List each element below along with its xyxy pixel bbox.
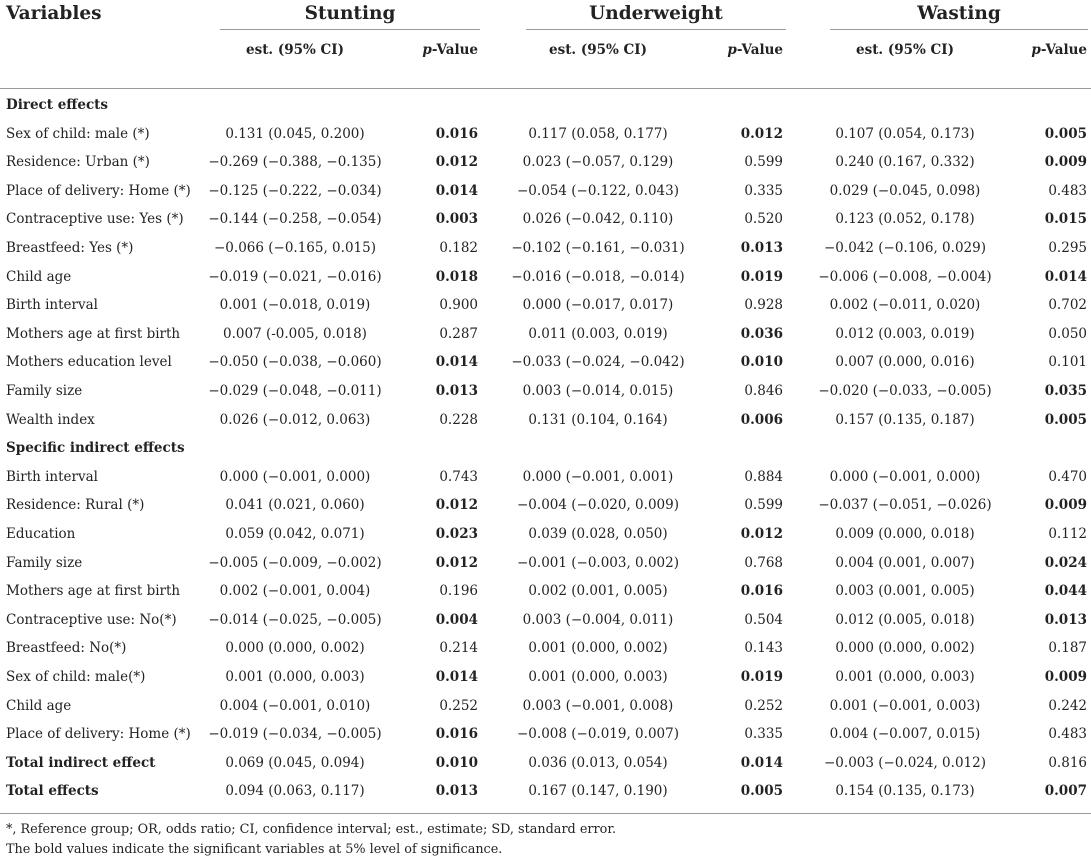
row-label: Mothers age at first birth <box>6 325 181 342</box>
table-row <box>0 663 1091 692</box>
estimate-cell: 0.009 (0.000, 0.018) <box>835 526 975 542</box>
p-value-cell: 0.242 <box>1048 697 1087 714</box>
table-row <box>0 177 1091 206</box>
estimate-cell: −0.004 (−0.020, 0.009) <box>517 497 679 514</box>
p-value-cell: 0.112 <box>1048 526 1087 542</box>
p-value-cell: 0.143 <box>744 640 783 657</box>
p-header-wasting: p-Value <box>1031 42 1087 58</box>
estimate-cell: 0.123 (0.052, 0.178) <box>835 211 975 228</box>
estimate-cell: −0.269 (−0.388, −0.135) <box>208 154 382 171</box>
p-value-cell: 0.007 <box>1044 783 1087 800</box>
p-value-cell: 0.101 <box>1048 354 1087 371</box>
estimate-cell: −0.054 (−0.122, 0.043) <box>517 182 679 199</box>
p-value-cell: 0.006 <box>740 411 783 428</box>
table-row <box>0 291 1091 320</box>
p-value-cell: 0.470 <box>1048 468 1087 485</box>
table-row <box>0 406 1091 435</box>
p-value-cell: 0.187 <box>1048 640 1087 657</box>
p-value-cell: 0.009 <box>1044 497 1087 514</box>
estimate-cell: 0.007 (0.000, 0.016) <box>835 354 975 371</box>
p-value-cell: 0.928 <box>744 297 783 314</box>
table-row <box>0 549 1091 578</box>
p-value-cell: 0.884 <box>744 468 783 485</box>
estimate-cell: 0.003 (−0.014, 0.015) <box>522 383 674 399</box>
p-value-cell: 0.023 <box>435 526 478 542</box>
p-value-cell: 0.228 <box>439 411 478 428</box>
p-value-cell: 0.035 <box>1044 383 1087 399</box>
table-row <box>0 348 1091 377</box>
group-underline-stunting <box>220 29 480 30</box>
p-value-cell: 0.050 <box>1048 325 1087 342</box>
p-value-cell: 0.196 <box>439 583 478 600</box>
p-value-cell: 0.768 <box>744 554 783 571</box>
p-value-cell: 0.044 <box>1044 583 1087 600</box>
estimate-cell: −0.042 (−0.106, 0.029) <box>824 240 986 256</box>
p-value-cell: 0.702 <box>1048 297 1087 314</box>
row-label: Total effects <box>6 783 99 800</box>
table-row <box>0 634 1091 663</box>
row-label: Residence: Urban (*) <box>6 154 150 171</box>
p-value-cell: 0.012 <box>435 154 478 171</box>
estimate-cell: 0.003 (0.001, 0.005) <box>835 583 975 600</box>
p-value-cell: 0.483 <box>1048 726 1087 743</box>
p-value-cell: 0.009 <box>1044 154 1087 171</box>
estimate-cell: −0.050 (−0.038, −0.060) <box>208 354 382 371</box>
section-header <box>0 91 1091 120</box>
p-value-cell: 0.014 <box>435 182 478 199</box>
p-value-cell: 0.012 <box>740 526 783 542</box>
table-row <box>0 120 1091 149</box>
p-value-cell: 0.252 <box>439 697 478 714</box>
row-label: Contraceptive use: No(*) <box>6 611 177 628</box>
p-value-cell: 0.483 <box>1048 182 1087 199</box>
p-value-cell: 0.013 <box>435 783 478 800</box>
p-value-cell: 0.335 <box>744 726 783 743</box>
row-label: Total indirect effect <box>6 754 156 771</box>
estimate-cell: 0.002 (−0.011, 0.020) <box>829 297 981 314</box>
estimate-cell: 0.007 (-0.005, 0.018) <box>223 325 367 342</box>
estimate-cell: 0.157 (0.135, 0.187) <box>835 411 975 428</box>
estimate-cell: 0.002 (0.001, 0.005) <box>528 583 668 600</box>
p-value-cell: 0.900 <box>439 297 478 314</box>
estimate-cell: 0.000 (−0.001, 0.000) <box>829 468 981 485</box>
group-header-stunting: Stunting <box>304 3 396 24</box>
estimate-cell: 0.131 (0.045, 0.200) <box>225 125 365 142</box>
p-value-cell: 0.182 <box>439 240 478 256</box>
p-value-cell: 0.004 <box>435 611 478 628</box>
estimate-cell: −0.144 (−0.258, −0.054) <box>208 211 382 228</box>
p-value-cell: 0.024 <box>1044 554 1087 571</box>
section-title: Specific indirect effects <box>6 440 185 457</box>
p-value-cell: 0.816 <box>1048 754 1087 771</box>
estimate-cell: 0.001 (−0.001, 0.003) <box>829 697 981 714</box>
p-value-cell: 0.335 <box>744 182 783 199</box>
table-row <box>0 720 1091 749</box>
estimate-cell: −0.019 (−0.034, −0.005) <box>208 726 382 743</box>
estimate-cell: −0.033 (−0.024, −0.042) <box>511 354 685 371</box>
estimate-cell: 0.036 (0.013, 0.054) <box>528 754 668 771</box>
row-label: Family size <box>6 383 83 399</box>
estimate-cell: 0.004 (0.001, 0.007) <box>835 554 975 571</box>
estimate-cell: 0.041 (0.021, 0.060) <box>225 497 365 514</box>
p-value-cell: 0.846 <box>744 383 783 399</box>
estimate-cell: 0.000 (−0.001, 0.001) <box>522 468 674 485</box>
p-value-cell: 0.214 <box>439 640 478 657</box>
row-label: Mothers age at first birth <box>6 583 181 600</box>
table-row <box>0 148 1091 177</box>
p-value-cell: 0.013 <box>1044 611 1087 628</box>
estimate-cell: −0.125 (−0.222, −0.034) <box>208 182 382 199</box>
estimate-cell: 0.240 (0.167, 0.332) <box>835 154 975 171</box>
p-value-cell: 0.016 <box>435 726 478 743</box>
table-row <box>0 491 1091 520</box>
estimate-cell: 0.154 (0.135, 0.173) <box>835 783 975 800</box>
total-row <box>0 749 1091 778</box>
p-value-cell: 0.009 <box>1044 669 1087 685</box>
estimate-cell: 0.003 (−0.001, 0.008) <box>522 697 674 714</box>
footnote-bold: The bold values indicate the significant variables at 5% level of significance. <box>6 842 503 857</box>
estimate-cell: 0.001 (0.000, 0.003) <box>225 669 365 685</box>
estimate-cell: 0.001 (0.000, 0.002) <box>528 640 668 657</box>
table-row <box>0 205 1091 234</box>
estimate-cell: 0.001 (0.000, 0.003) <box>835 669 975 685</box>
p-value-cell: 0.295 <box>1048 240 1087 256</box>
row-label: Contraceptive use: Yes (*) <box>6 211 184 228</box>
table-row <box>0 692 1091 721</box>
total-row <box>0 777 1091 806</box>
p-value-cell: 0.010 <box>740 354 783 371</box>
group-header-wasting: Wasting <box>917 3 1001 24</box>
estimate-cell: −0.037 (−0.051, −0.026) <box>818 497 992 514</box>
row-label: Residence: Rural (*) <box>6 497 145 514</box>
row-label: Breastfeed: No(*) <box>6 640 127 657</box>
row-label: Sex of child: male(*) <box>6 669 146 685</box>
estimate-cell: −0.102 (−0.161, −0.031) <box>511 240 685 256</box>
table-row <box>0 606 1091 635</box>
row-label: Wealth index <box>6 411 95 428</box>
p-value-cell: 0.599 <box>744 154 783 171</box>
row-label: Sex of child: male (*) <box>6 125 150 142</box>
estimate-cell: 0.004 (−0.001, 0.010) <box>219 697 371 714</box>
p-value-cell: 0.014 <box>435 354 478 371</box>
table-row <box>0 520 1091 549</box>
row-label: Education <box>6 526 76 542</box>
table-row <box>0 263 1091 292</box>
estimate-cell: 0.131 (0.104, 0.164) <box>528 411 668 428</box>
p-value-cell: 0.014 <box>435 669 478 685</box>
row-label: Place of delivery: Home (*) <box>6 182 191 199</box>
p-value-cell: 0.019 <box>740 268 783 285</box>
est-header-wasting: est. (95% CI) <box>856 42 954 58</box>
p-value-cell: 0.018 <box>435 268 478 285</box>
table-bottom-rule <box>0 813 1091 814</box>
row-label: Mothers education level <box>6 354 172 371</box>
estimate-cell: 0.001 (−0.018, 0.019) <box>219 297 371 314</box>
table-row <box>0 377 1091 406</box>
table-row <box>0 463 1091 492</box>
p-header-underweight: p-Value <box>727 42 783 58</box>
p-value-cell: 0.005 <box>1044 411 1087 428</box>
p-value-cell: 0.504 <box>744 611 783 628</box>
estimate-cell: 0.029 (−0.045, 0.098) <box>829 182 981 199</box>
p-value-cell: 0.005 <box>1044 125 1087 142</box>
section-title: Direct effects <box>6 97 109 113</box>
estimate-cell: 0.167 (0.147, 0.190) <box>528 783 668 800</box>
row-label: Birth interval <box>6 468 98 485</box>
est-header-stunting: est. (95% CI) <box>246 42 344 58</box>
p-value-cell: 0.014 <box>740 754 783 771</box>
variables-header: Variables <box>6 3 102 24</box>
estimate-cell: 0.002 (−0.001, 0.004) <box>219 583 371 600</box>
group-header-underweight: Underweight <box>589 3 723 24</box>
estimate-cell: 0.094 (0.063, 0.117) <box>225 783 365 800</box>
p-value-cell: 0.013 <box>740 240 783 256</box>
group-underline-underweight <box>526 29 786 30</box>
estimate-cell: 0.000 (0.000, 0.002) <box>835 640 975 657</box>
estimate-cell: 0.001 (0.000, 0.003) <box>528 669 668 685</box>
estimate-cell: −0.001 (−0.003, 0.002) <box>517 554 679 571</box>
estimate-cell: 0.117 (0.058, 0.177) <box>528 125 668 142</box>
p-value-cell: 0.019 <box>740 669 783 685</box>
estimate-cell: 0.069 (0.045, 0.094) <box>225 754 365 771</box>
p-value-cell: 0.015 <box>1044 211 1087 228</box>
p-header-stunting: p-Value <box>422 42 478 58</box>
p-value-cell: 0.743 <box>439 468 478 485</box>
estimate-cell: 0.059 (0.042, 0.071) <box>225 526 365 542</box>
p-value-cell: 0.016 <box>740 583 783 600</box>
section-header <box>0 434 1091 463</box>
footnote-abbreviations: *, Reference group; OR, odds ratio; CI, confidence interval; est., estimate; SD, standard error. <box>6 822 617 837</box>
p-value-cell: 0.013 <box>435 383 478 399</box>
estimate-cell: 0.011 (0.003, 0.019) <box>528 325 668 342</box>
table-row <box>0 577 1091 606</box>
p-value-cell: 0.599 <box>744 497 783 514</box>
estimate-cell: −0.019 (−0.021, −0.016) <box>208 268 382 285</box>
estimate-cell: 0.026 (−0.042, 0.110) <box>522 211 674 228</box>
estimate-cell: 0.000 (−0.001, 0.000) <box>219 468 371 485</box>
estimate-cell: 0.012 (0.003, 0.019) <box>835 325 975 342</box>
p-value-cell: 0.520 <box>744 211 783 228</box>
estimate-cell: 0.026 (−0.012, 0.063) <box>219 411 371 428</box>
estimate-cell: 0.107 (0.054, 0.173) <box>835 125 975 142</box>
p-value-cell: 0.005 <box>740 783 783 800</box>
row-label: Family size <box>6 554 83 571</box>
estimate-cell: 0.000 (−0.017, 0.017) <box>522 297 674 314</box>
row-label: Child age <box>6 697 72 714</box>
estimate-cell: 0.004 (−0.007, 0.015) <box>829 726 981 743</box>
p-value-cell: 0.003 <box>435 211 478 228</box>
estimate-cell: −0.020 (−0.033, −0.005) <box>818 383 992 399</box>
table-row <box>0 234 1091 263</box>
group-underline-wasting <box>830 29 1088 30</box>
table-row <box>0 320 1091 349</box>
estimate-cell: −0.066 (−0.165, 0.015) <box>214 240 376 256</box>
estimate-cell: 0.000 (0.000, 0.002) <box>225 640 365 657</box>
estimate-cell: 0.039 (0.028, 0.050) <box>528 526 668 542</box>
p-value-cell: 0.010 <box>435 754 478 771</box>
estimate-cell: 0.012 (0.005, 0.018) <box>835 611 975 628</box>
estimate-cell: −0.016 (−0.018, −0.014) <box>511 268 685 285</box>
p-value-cell: 0.012 <box>740 125 783 142</box>
row-label: Place of delivery: Home (*) <box>6 726 191 743</box>
p-value-cell: 0.012 <box>435 554 478 571</box>
estimate-cell: −0.014 (−0.025, −0.005) <box>208 611 382 628</box>
estimate-cell: −0.005 (−0.009, −0.002) <box>208 554 382 571</box>
estimate-cell: 0.023 (−0.057, 0.129) <box>522 154 674 171</box>
estimate-cell: −0.006 (−0.008, −0.004) <box>818 268 992 285</box>
est-header-underweight: est. (95% CI) <box>549 42 647 58</box>
estimate-cell: −0.029 (−0.048, −0.011) <box>208 383 382 399</box>
p-value-cell: 0.016 <box>435 125 478 142</box>
p-value-cell: 0.014 <box>1044 268 1087 285</box>
p-value-cell: 0.036 <box>740 325 783 342</box>
estimate-cell: −0.003 (−0.024, 0.012) <box>824 754 986 771</box>
estimate-cell: −0.008 (−0.019, 0.007) <box>517 726 679 743</box>
header-divider <box>0 88 1091 89</box>
row-label: Birth interval <box>6 297 98 314</box>
p-value-cell: 0.012 <box>435 497 478 514</box>
p-value-cell: 0.287 <box>439 325 478 342</box>
row-label: Breastfeed: Yes (*) <box>6 240 134 256</box>
row-label: Child age <box>6 268 72 285</box>
p-value-cell: 0.252 <box>744 697 783 714</box>
estimate-cell: 0.003 (−0.004, 0.011) <box>522 611 674 628</box>
